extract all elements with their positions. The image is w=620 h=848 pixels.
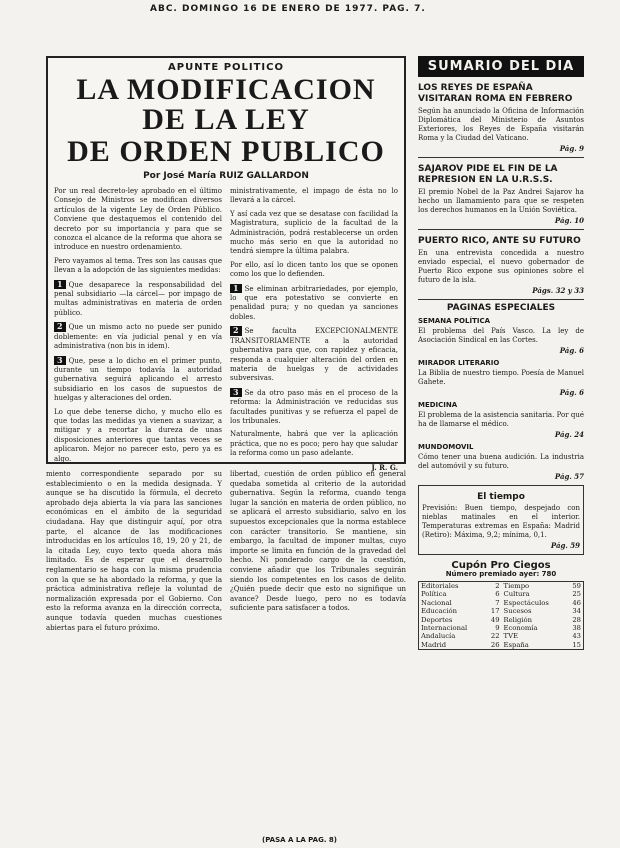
paragraph: Por un real decreto-ley aprobado en el último Consejo de Ministros se modifican diversos artículos de la vigente Ley de Orden Público. Conviene que destaquemos el contenido del decreto por su importancia y para que se conozca el alcance de la reforma que ahora se introduce en nuestro ordenamiento. [54,187,222,252]
weather-text: Previsión: Buen tiempo, despejado con nieblas matinales en el interior. Temperaturas extremas en España: Madrid (Retiro): Máxima, 9,2; mínima, 0,1. [422,504,580,539]
index-row [419,616,584,624]
point-number: 1 [54,280,66,289]
lead-article-box [46,56,406,472]
index-section: Nacional [421,598,452,607]
index-row [419,641,584,650]
page-reference: Pág. 10 [554,216,584,225]
summary-text: Según ha anunciado la Oficina de Información Diplomática del Ministerio de Asuntos Exteriores, los Reyes de España visitarán Roma y la Ciudad del Vaticano. [418,107,584,142]
section-index [418,581,584,650]
index-page: 15 [572,640,581,649]
special-text: El problema de la asistencia sanitaria. Por qué ha de llamarse el médico. [418,411,584,428]
index-page: 9 [495,624,500,633]
page-reference: Pág. 24 [554,430,584,439]
article-signature: J. R. G. [371,462,398,472]
index-section: Editoriales [421,582,459,590]
summary-headline: PUERTO RICO, ANTE SU FUTURO [418,236,581,246]
index-page: 6 [495,590,500,599]
lottery-title: Cupón Pro Ciegos [451,560,551,571]
numbered-point: 2 Que un mismo acto no puede ser punido doblemente: en vía judicial penal y en vía administrativa (non bis in idem). [54,321,222,351]
index-section: TVE [503,632,518,641]
index-section: Madrid [421,640,447,649]
paragraph: Naturalmente, habrá que ver la aplicación práctica, que no es poco; pero hay que saludar la reforma como un paso adelante. [230,430,398,458]
index-section: Economía [503,624,538,633]
paragraph: Por ello, así lo dicen tanto los que se oponen como los que lo defienden. [230,260,398,279]
index-page: 25 [572,590,581,599]
index-row [419,632,584,640]
summary-text: El premio Nobel de la Paz Andrei Sajarov ha hecho un llamamiento para que se respeten los derechos humanos en la Unión Soviética. [418,188,584,214]
index-page: 49 [490,615,500,624]
special-section: MUNDOMOVIL [418,443,474,451]
paragraph: Pero vayamos al tema. Tres son las causas que llevan a la adopción de las siguientes medidas: [54,256,222,275]
special-section: MEDICINA [418,401,458,409]
index-page: 22 [490,632,500,641]
article-headline-line-1: LA MODIFICACION DE LA LEY [76,73,376,136]
lottery-number: Número premiado ayer: 780 [445,570,557,578]
numbered-point: 2 Se faculta EXCEPCIONALMENTE TRANSITORIAMENTE a la autoridad gubernativa para que, con rapidez y eficacia, responda a cualquier alteración del orden en materia de huelgas y de actividades subversivas. [230,325,398,383]
index-page: 28 [572,615,581,624]
index-row [419,599,584,607]
index-section: Educación [421,607,457,616]
index-section: Cultura [503,590,530,599]
page-reference: Pág. 6 [559,346,584,355]
continued-on-page: (PASA A LA PAG. 8) [262,836,337,844]
divider [418,229,584,230]
index-section: Espectáculos [503,598,549,607]
index-section: Andalucía [421,632,456,641]
index-section: Religión [503,615,533,624]
article-headline-line-2: DE ORDEN PUBLICO [67,135,385,168]
index-row [419,582,584,591]
index-page: 46 [572,598,581,607]
paragraph: ministrativamente, el impago de ésta no lo llevará a la cárcel. [230,187,398,205]
weather-box [418,485,584,555]
index-page: 59 [572,582,581,590]
continued-article [46,470,406,637]
index-section: Sucesos [503,607,532,616]
index-page: 2 [495,582,500,590]
special-text: La Biblia de nuestro tiempo. Poesía de Manuel Gahete. [418,369,584,386]
body-column-2: libertad, cuestión de orden público en general quedaba sometida al criterio de la autoridad gubernativa. Según la reforma, cuando tenga lugar la sanción en materia de orden público, no se aplicará el arresto subsidiario, salvo en los supuestos excepcionales que la norma establece con carácter transitorio. Se mantiene, sin embargo, la facultad de imponer multas, cuyo importe se limita en función de la gravedad del hecho. Ni ponderado cargo de la cuestión, conviene añadir que los Tribunales seguirán siendo los competentes en los casos de delito. ¿Quién puede decir que esto no signifique un avance? Desde luego, pero no es todavía suficiente para satisfacer a todos. [230,470,406,613]
special-section: SEMANA POLÍTICA [418,317,490,325]
article-column-2 [230,187,398,472]
numbered-point: 1 Que desaparece la responsabilidad del penal subsidiario —la cárcel— por impago de multas administrativas en materia de orden público. [54,278,222,317]
paragraph: Y así cada vez que se desatase con facilidad la Magistratura, suplicio de la facultad de la Administración, podrá restablecerse un orden mucho más serio en que la autoridad no tendrá siempre la última palabra. [230,209,398,256]
point-number: 3 [230,388,242,397]
weather-title: El tiempo [477,492,525,502]
summary-text: En una entrevista concedida a nuestro enviado especial, el nuevo gobernador de Puerto Rico expone sus opiniones sobre el futuro de la isla. [418,249,584,284]
index-section: Internacional [421,624,468,633]
numbered-point: 1 Se eliminan arbitrariedades, por ejemplo, lo que era potestativo se convierte en penalidad pura; y no quedan ya sanciones dobles. [230,282,398,321]
point-number: 3 [54,356,66,365]
body-column-1: miento correspondiente separado por su establecimiento o en la medida designada. Y aunque se ha discutido la fórmula, el decreto aprobado deja abierta la vía para las sanciones económicas en el ámbito de la seguridad ciudadana. Hay que distinguir aquí, por otra parte, el alcance de las modificaciones introducidas en los artículos 18, 19, 20 y 21, de la citada Ley, cuyo texto queda ahora más limitado. Es de esperar que el desarrollo reglamentario se haga con la misma prudencia con la que se ha abordado la reforma, y que la práctica administrativa refleje la voluntad de normalización expresada por el Gobierno. Con esto la reforma avanza en la dirección correcta, aunque todavía queden muchas cuestiones abiertas para el futuro próximo. [46,470,222,632]
index-section: Deportes [421,615,453,624]
divider [418,299,584,300]
special-text: Cómo tener una buena audición. La industria del automóvil y su futuro. [418,453,584,470]
page-reference: Pág. 9 [559,144,584,153]
point-number: 2 [230,326,242,335]
index-page: 7 [495,598,500,607]
index-page: 43 [572,632,581,641]
index-row [419,607,584,615]
special-pages-title: PAGINAS ESPECIALES [446,303,556,313]
index-page: 34 [572,607,581,616]
index-page: 38 [572,624,581,633]
numbered-point: 3 Se da otro paso más en el proceso de la reforma: la Administración ve reducidas sus facultades punitivas y se refuerza el papel de los tribunales. [230,386,398,425]
special-section: MIRADOR LITERARIO [418,359,500,367]
page-reference: Pág. 6 [559,388,584,397]
summary-headline: SAJAROV PIDE EL FIN DE LA REPRESION EN LA U.R.S.S. [418,164,558,185]
index-row [419,590,584,598]
summary-headline: LOS REYES DE ESPAÑA VISITARAN ROMA EN FEBRERO [418,83,573,104]
summary-sidebar [418,56,584,650]
page-header: ABC. DOMINGO 16 DE ENERO DE 1977. PAG. 7. [150,4,426,14]
page-reference: Págs. 32 y 33 [532,286,584,295]
paragraph: Lo que debe tenerse dicho, y mucho ello es que todas las medidas ya vienen a suavizar, a mitigar y a recortar la dureza de unas disposiciones anteriores que tantas veces se aplicaron. Mejor no parecer esto, pero ya es algo. [54,407,222,463]
index-row [419,624,584,632]
summary-title: SUMARIO DEL DIA [418,56,584,77]
page-reference: Pág. 57 [554,472,584,481]
article-byline: Por José María RUIZ GALLARDON [143,171,309,181]
index-section: España [503,640,529,649]
article-kicker: APUNTE POLITICO [168,62,284,73]
divider [418,157,584,158]
special-text: El problema del País Vasco. La ley de Asociación Sindical en las Cortes. [418,327,584,344]
index-section: Política [421,590,447,599]
article-column-1 [54,187,222,472]
index-page: 26 [490,640,500,649]
page-reference: Pág. 59 [550,541,580,550]
numbered-point: 3 Que, pese a lo dicho en el primer punto, durante un tiempo todavía la autoridad gubernativa seguirá aplicando el arresto subsidiario en los casos de supuestos de huelgas y alteraciones del orden. [54,354,222,403]
point-number: 1 [230,284,242,293]
index-section: Tiempo [503,582,530,590]
index-page: 17 [490,607,500,616]
point-number: 2 [54,322,66,331]
